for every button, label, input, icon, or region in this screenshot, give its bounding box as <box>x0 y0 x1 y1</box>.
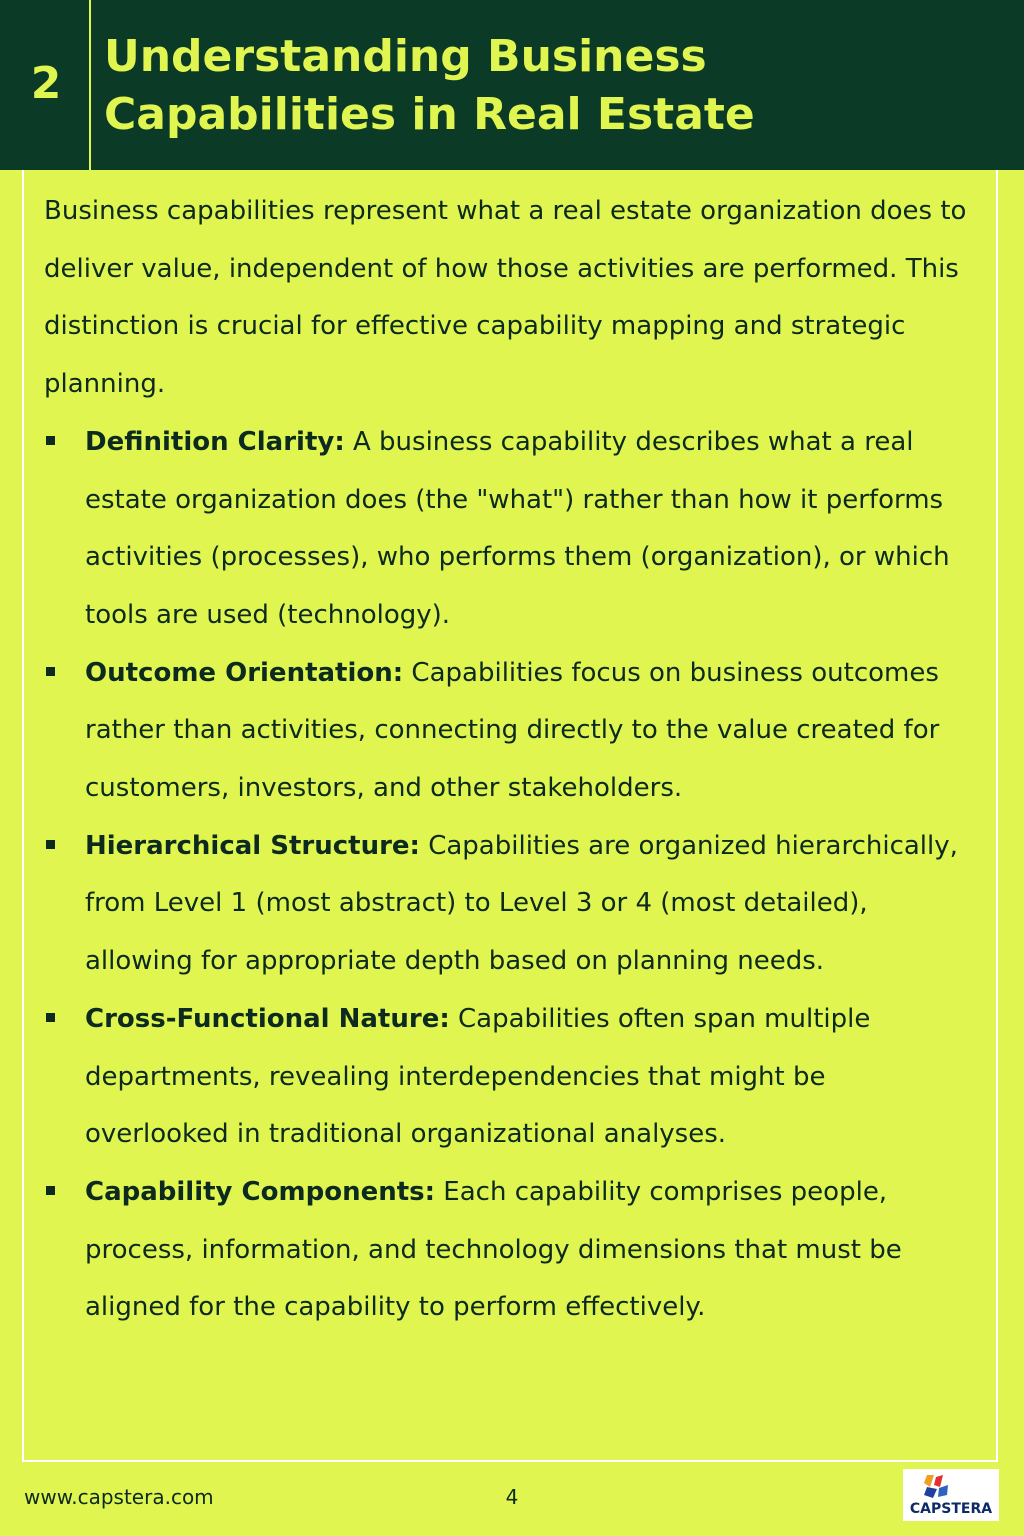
square-bullet-icon <box>46 1013 55 1022</box>
bullet-list <box>44 414 974 1337</box>
header-divider <box>89 0 91 170</box>
bullet-item-cross-functional-nature <box>44 991 974 1164</box>
page-number: 4 <box>505 1485 519 1509</box>
footer-website-link[interactable]: www.capstera.com <box>24 1485 214 1509</box>
page-title: Understanding Business Capabilities in Real Estate <box>104 31 755 140</box>
bullet-item-capability-components <box>44 1164 974 1337</box>
bullet-term: Capability Components: <box>85 1176 436 1207</box>
bullet-term: Definition Clarity: <box>85 426 345 457</box>
bullet-item-outcome-orientation <box>44 645 974 818</box>
bullet-text: Capabilities focus on business outcomes rather than activities, connecting directly to the value created for customers, investors, and other stakeholders. <box>85 657 940 804</box>
intro-paragraph: Business capabilities represent what a real estate organization does to deliver value, independent of how those activities are performed. This distinction is crucial for effective capability mapping and strategic planning. <box>44 196 967 400</box>
bullet-term: Cross-Functional Nature: <box>85 1003 450 1034</box>
capstera-logo <box>903 1469 999 1521</box>
bullet-term: Hierarchical Structure: <box>85 830 420 861</box>
capstera-logo-icon <box>921 1473 951 1499</box>
section-number: 2 <box>30 58 62 109</box>
bullet-text: Each capability comprises people, process, information, and technology dimensions that must be aligned for the capability to perform effectively. <box>85 1176 902 1323</box>
square-bullet-icon <box>46 840 55 849</box>
square-bullet-icon <box>46 1186 55 1195</box>
bullet-term: Outcome Orientation: <box>85 657 404 688</box>
bullet-item-definition-clarity <box>44 414 974 645</box>
content-body <box>44 183 974 1337</box>
square-bullet-icon <box>46 436 55 445</box>
logo-wordmark: CAPSTERA <box>909 1501 993 1517</box>
bullet-text: Capabilities often span multiple departments, revealing interdependencies that might be overlooked in traditional organizational analyses. <box>85 1003 871 1150</box>
bullet-text: Capabilities are organized hierarchically, from Level 1 (most abstract) to Level 3 or 4 (most detailed), allowing for appropriate depth based on planning needs. <box>85 830 958 977</box>
header-band <box>0 0 1024 170</box>
bullet-text: A business capability describes what a real estate organization does (the "what") rather than how it performs activities (processes), who performs them (organization), or which tools are used (technology). <box>85 426 950 630</box>
square-bullet-icon <box>46 667 55 676</box>
bullet-item-hierarchical-structure <box>44 818 974 991</box>
